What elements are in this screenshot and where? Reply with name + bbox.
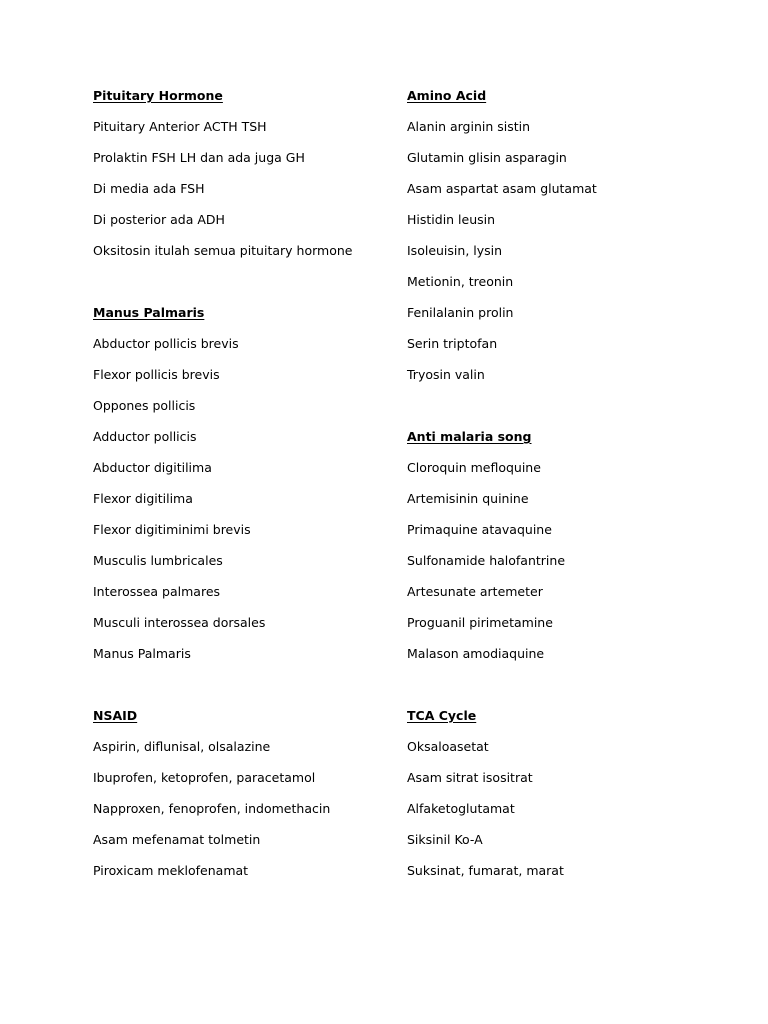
spacer [407, 390, 707, 421]
section-heading-anti-malaria: Anti malaria song [407, 429, 532, 444]
list-item: Proguanil pirimetamine [407, 615, 553, 630]
list-item: Isoleuisin, lysin [407, 243, 503, 258]
list-item: Aspirin, diflunisal, olsalazine [93, 739, 271, 754]
list-item: Asam aspartat asam glutamat [407, 181, 597, 196]
list-item: Metionin, treonin [407, 274, 514, 289]
list-item: Glutamin glisin asparagin [407, 150, 567, 165]
section-heading-pituitary-hormone: Pituitary Hormone [93, 88, 223, 103]
list-item: Oksitosin itulah semua pituitary hormone [93, 243, 353, 258]
list-item: Interossea palmares [93, 584, 221, 599]
list-item: Musculi interossea dorsales [93, 615, 266, 630]
list-item: Artemisinin quinine [407, 491, 529, 506]
list-item: Napproxen, fenoprofen, indomethacin [93, 801, 331, 816]
list-item: Serin triptofan [407, 336, 498, 351]
list-item: Asam mefenamat tolmetin [93, 832, 261, 847]
list-item: Alanin arginin sistin [407, 119, 531, 134]
list-item: Di media ada FSH [93, 181, 205, 196]
list-item: Siksinil Ko-A [407, 832, 483, 847]
left-column [93, 80, 393, 886]
list-item: Sulfonamide halofantrine [407, 553, 566, 568]
section-heading-nsaid: NSAID [93, 708, 138, 723]
list-item: Musculis lumbricales [93, 553, 223, 568]
spacer [93, 266, 393, 297]
list-item: Fenilalanin prolin [407, 305, 514, 320]
list-item: Pituitary Anterior ACTH TSH [93, 119, 267, 134]
list-item: Asam sitrat isositrat [407, 770, 533, 785]
list-item: Artesunate artemeter [407, 584, 543, 599]
spacer [93, 669, 393, 700]
list-item: Abductor pollicis brevis [93, 336, 239, 351]
list-item: Alfaketoglutamat [407, 801, 515, 816]
list-item: Oksaloasetat [407, 739, 489, 754]
spacer [407, 669, 707, 700]
list-item: Histidin leusin [407, 212, 496, 227]
list-item: Adductor pollicis [93, 429, 197, 444]
list-item: Tryosin valin [407, 367, 485, 382]
list-item: Ibuprofen, ketoprofen, paracetamol [93, 770, 316, 785]
list-item: Suksinat, fumarat, marat [407, 863, 564, 878]
list-item: Piroxicam meklofenamat [93, 863, 249, 878]
list-item: Primaquine atavaquine [407, 522, 552, 537]
list-item: Flexor digitiminimi brevis [93, 522, 251, 537]
section-heading-manus-palmaris: Manus Palmaris [93, 305, 205, 320]
list-item: Malason amodiaquine [407, 646, 545, 661]
list-item: Manus Palmaris [93, 646, 191, 661]
list-item: Flexor pollicis brevis [93, 367, 220, 382]
section-heading-tca-cycle: TCA Cycle [407, 708, 477, 723]
list-item: Prolaktin FSH LH dan ada juga GH [93, 150, 305, 165]
list-item: Di posterior ada ADH [93, 212, 225, 227]
list-item: Abductor digitilima [93, 460, 212, 475]
list-item: Cloroquin mefloquine [407, 460, 541, 475]
right-column [407, 80, 707, 886]
list-item: Flexor digitilima [93, 491, 193, 506]
section-heading-amino-acid: Amino Acid [407, 88, 487, 103]
list-item: Oppones pollicis [93, 398, 196, 413]
